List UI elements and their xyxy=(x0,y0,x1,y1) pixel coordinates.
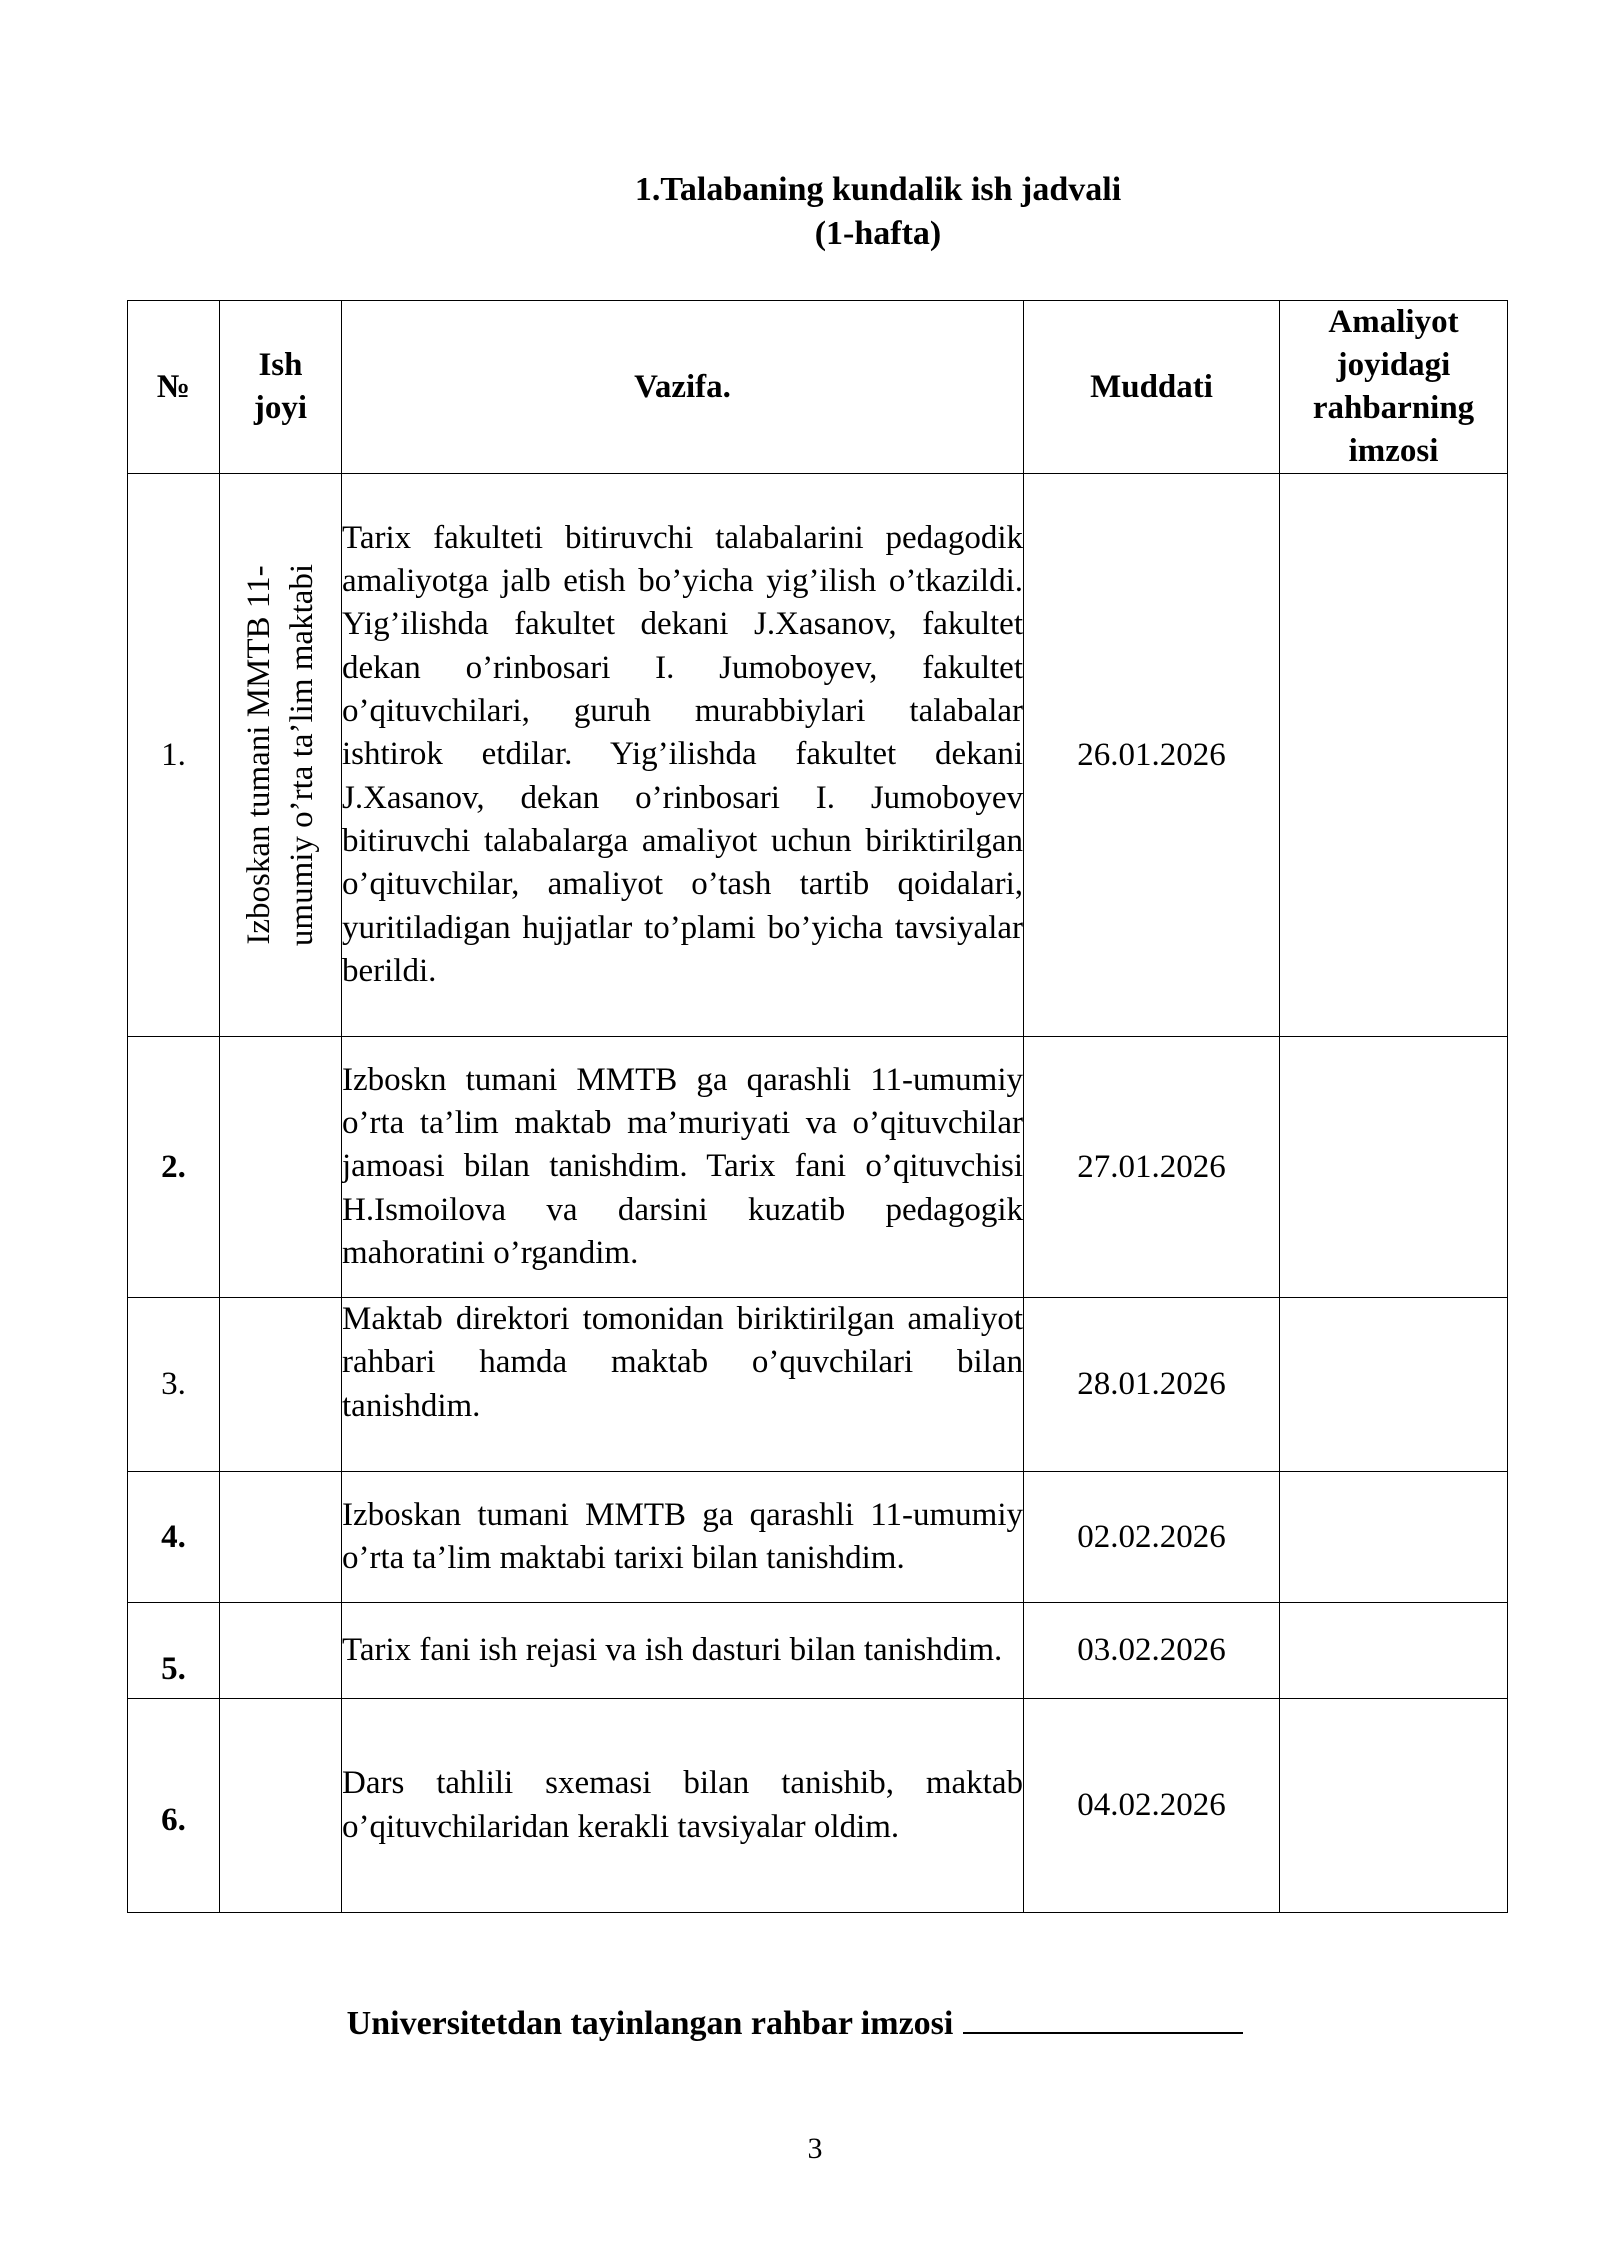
table-row xyxy=(128,1603,1508,1699)
daily-work-table xyxy=(127,300,1508,1913)
signature-cell xyxy=(1280,1472,1508,1603)
task-text: Dars tahlili sxemasi bilan tanishib, maktab o’qituvchilaridan kerakli tavsiyalar oldim. xyxy=(342,1699,1024,1913)
table-row xyxy=(128,1699,1508,1913)
page-number: 3 xyxy=(807,2132,823,2165)
task-date: 27.01.2026 xyxy=(1024,1037,1280,1298)
task-text: Tarix fakulteti bitiruvchi talabalarini pedagodik amaliyotga jalb etish bo’yicha yig’ilish o’tkazildi. Yig’ilishda fakultet dekani J.Xasanov, fakultet dekan o’rinbosari I. Jumoboyev, fakultet o’qituvchilari, guruh murabbiylari talabalar ishtirok etdilar. Yig’ilishda fakultet dekani J.Xasanov, dekan o’rinbosari I. Jumoboyev bitiruvchi talabalarga amaliyot uchun biriktirilgan o’qituvchilar, amaliyot o’tash tartib qoidalari, yuritiladigan hujjatlar to’plami bo’yicha tavsiyalar berildi. xyxy=(342,474,1024,1037)
row-number: 2. xyxy=(128,1037,220,1298)
header-num: № xyxy=(128,301,220,474)
work-place-cell xyxy=(220,474,342,1037)
title-line-2: (1-hafta) xyxy=(814,215,942,252)
document-title xyxy=(0,168,1600,256)
row-number: 5. xyxy=(128,1603,220,1699)
signature-cell xyxy=(1280,1037,1508,1298)
signature-cell xyxy=(1280,1298,1508,1472)
header-place: Ish joyi xyxy=(220,301,342,474)
work-place-text: Izboskan tumani MMTB 11-umumiy o’rta ta’lim maktabi xyxy=(240,563,320,947)
work-place-cell xyxy=(220,1298,342,1472)
signature-cell xyxy=(1280,1603,1508,1699)
task-date: 26.01.2026 xyxy=(1024,474,1280,1037)
task-date: 03.02.2026 xyxy=(1024,1603,1280,1699)
signature-blank-line xyxy=(963,2002,1243,2034)
table-row xyxy=(128,474,1508,1037)
work-place-cell xyxy=(220,1472,342,1603)
supervisor-signature xyxy=(0,2002,1590,2043)
signature-cell xyxy=(1280,474,1508,1037)
row-number: 4. xyxy=(128,1472,220,1603)
work-place-cell xyxy=(220,1699,342,1913)
task-text: Maktab direktori tomonidan biriktirilgan amaliyot rahbari hamda maktab o’quvchilari bilan tanishdim. xyxy=(342,1298,1024,1472)
task-text: Izboskn tumani MMTB ga qarashli 11-umumiy o’rta ta’lim maktab ma’muriyati va o’qituvchilar jamoasi bilan tanishdim. Tarix fani o’qituvchisi H.Ismoilova va darsini kuzatib pedagogik mahoratini o’rgandim. xyxy=(342,1037,1024,1298)
task-date: 28.01.2026 xyxy=(1024,1298,1280,1472)
header-signature: Amaliyot joyidagi rahbarning imzosi xyxy=(1280,301,1508,474)
header-row xyxy=(128,301,1508,474)
table-row xyxy=(128,1472,1508,1603)
signature-cell xyxy=(1280,1699,1508,1913)
task-date: 04.02.2026 xyxy=(1024,1699,1280,1913)
header-date: Muddati xyxy=(1024,301,1280,474)
table-row xyxy=(128,1298,1508,1472)
header-task: Vazifa. xyxy=(342,301,1024,474)
task-text: Tarix fani ish rejasi va ish dasturi bilan tanishdim. xyxy=(342,1603,1024,1699)
work-place-cell xyxy=(220,1037,342,1298)
row-number: 3. xyxy=(128,1298,220,1472)
supervisor-signature-label: Universitetdan tayinlangan rahbar imzosi xyxy=(346,2005,954,2042)
task-text: Izboskan tumani MMTB ga qarashli 11-umumiy o’rta ta’lim maktabi tarixi bilan tanishdim. xyxy=(342,1472,1024,1603)
row-number: 6. xyxy=(128,1699,220,1913)
row-number: 1. xyxy=(128,474,220,1037)
title-line-1: 1.Talabaning kundalik ish jadvali xyxy=(634,171,1122,208)
task-date: 02.02.2026 xyxy=(1024,1472,1280,1603)
table-row xyxy=(128,1037,1508,1298)
work-place-cell xyxy=(220,1603,342,1699)
